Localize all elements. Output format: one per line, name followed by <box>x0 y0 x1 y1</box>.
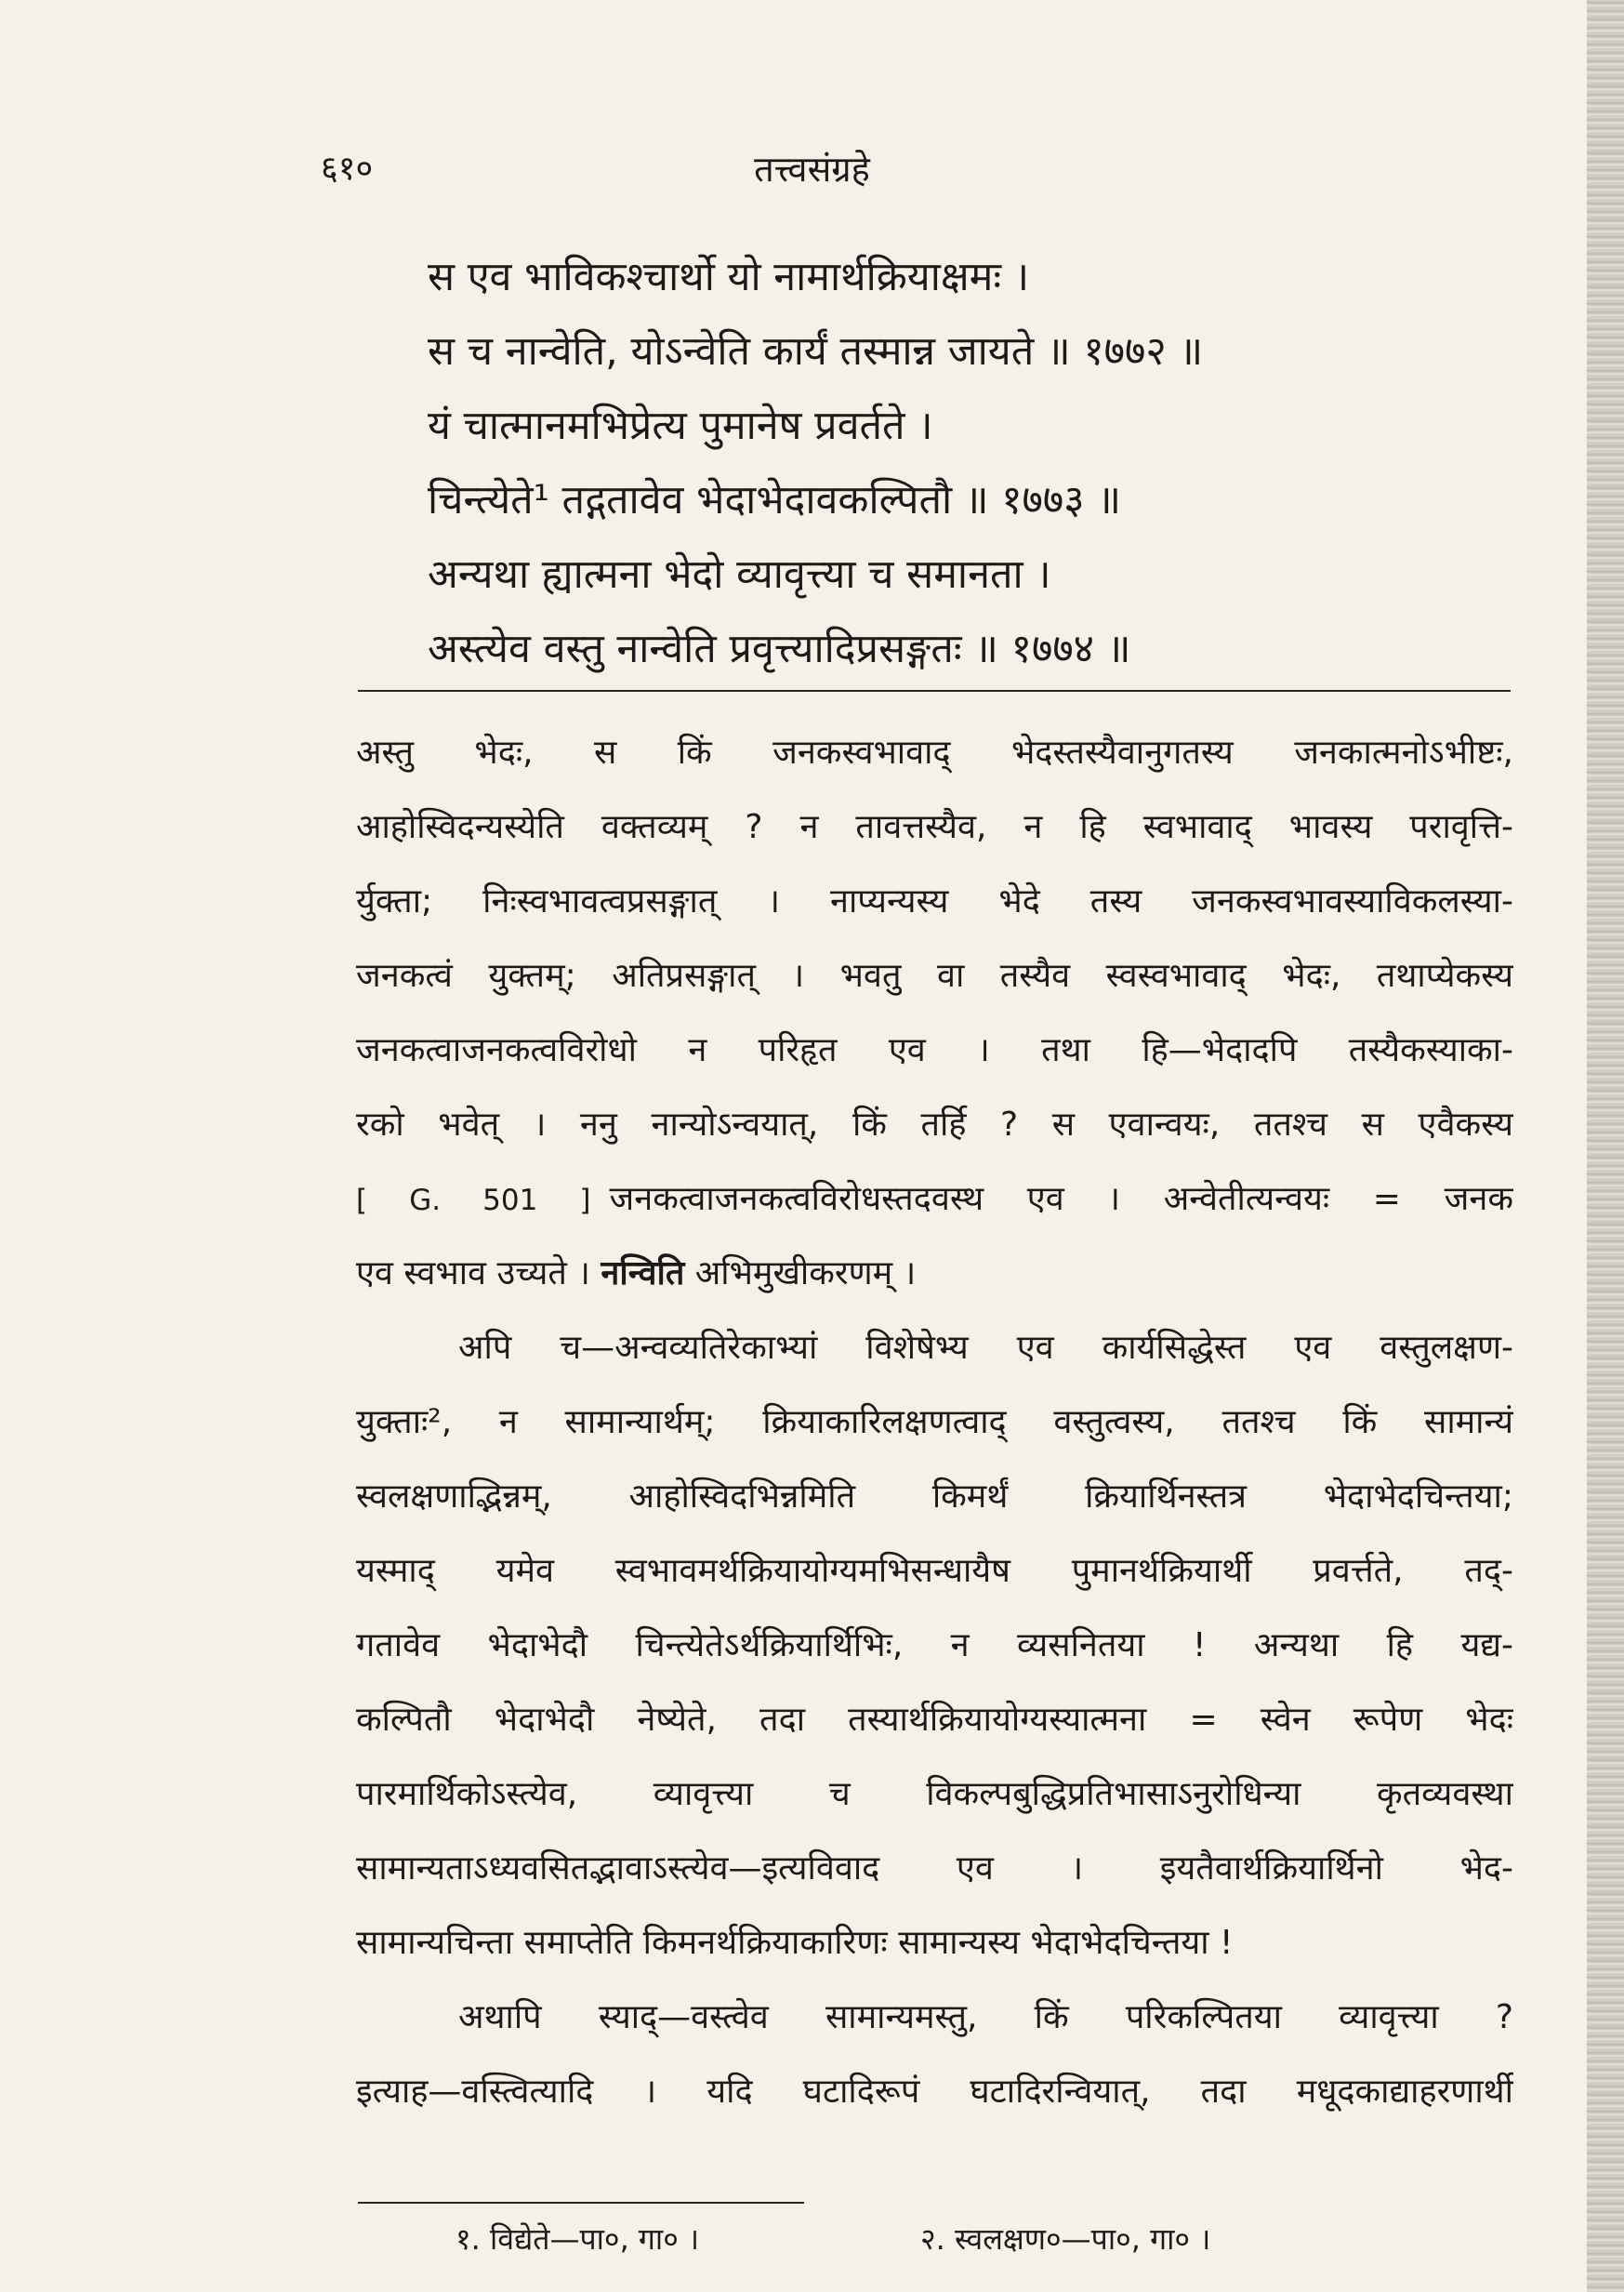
footnote: २. स्वलक्षण०—पा०, गा० । <box>920 2221 1211 2257</box>
commentary-line <box>356 1162 1513 1237</box>
commentary-line: स्वलक्षणाद्भिन्नम्, आहोस्विदभिन्नमिति किमर्थं क्रियार्थिनस्तत्र भेदाभेदचिन्तया; <box>356 1477 1513 1516</box>
verse-line: स एव भाविकश्चार्थो यो नामार्थक्रियाक्षमः । <box>428 254 1030 300</box>
footnote: १. विद्येते—पा०, गा० । <box>456 2221 700 2257</box>
commentary-line: र्युक्ता; निःस्वभावत्वप्रसङ्गात् । नाप्यन्यस्य भेदे तस्य जनकस्वभावस्याविकलस्या- <box>356 882 1513 921</box>
edition-page-marker: [ G. 501 ] <box>356 1184 591 1217</box>
commentary-line: गतावेव भेदाभेदौ चिन्त्येतेऽर्थक्रियार्थिभिः, न व्यसनितया ! अन्यथा हि यद्य- <box>356 1626 1513 1664</box>
running-title: तत्त्वसंग्रहे <box>754 149 870 190</box>
commentary-line: यस्माद् यमेव स्वभावमर्थक्रियायोग्यमभिसन्धायैष पुमानर्थक्रियार्थी प्रवर्त्तते, तद्- <box>356 1552 1513 1590</box>
commentary-line: कल्पितौ भेदाभेदौ नेष्येते, तदा तस्यार्थक्रियायोग्यस्यात्मना = स्वेन रूपेण भेदः <box>356 1701 1513 1739</box>
pratika-term: नन्विति <box>601 1254 685 1292</box>
commentary-line: जनकत्वं युक्तम्; अतिप्रसङ्गात् । भवतु वा तस्यैव स्वस्वभावाद् भेदः, तथाप्येकस्य <box>356 957 1513 995</box>
verse-line: स च नान्वेति, योऽन्वेति कार्यं तस्मान्न जायते ॥ १७७२ ॥ <box>428 328 1204 375</box>
commentary-line: अपि च—अन्वव्यतिरेकाभ्यां विशेषेभ्य एव कार्यसिद्धेस्त एव वस्तुलक्षण- <box>458 1329 1513 1367</box>
verse-block <box>428 240 1497 686</box>
scan-edge <box>1587 0 1624 2292</box>
verse-line: अन्यथा ह्यात्मना भेदो व्यावृत्त्या च समानता । <box>428 551 1051 598</box>
footnotes <box>0 2211 1624 2267</box>
commentary-line: युक्ताः², न सामान्यार्थम्; क्रियाकारिलक्षणत्वाद् वस्तुत्वस्य, ततश्च किं सामान्यं <box>356 1403 1513 1441</box>
commentary-text: जनकत्वाजनकत्वविरोधस्तदवस्थ एव । अन्वेतीत्यन्वयः = जनक <box>609 1180 1513 1218</box>
commentary-line <box>356 1237 1513 1311</box>
page-header <box>0 144 1624 209</box>
commentary-line: पारमार्थिकोऽस्त्येव, व्यावृत्त्या च विकल्पबुद्धिप्रतिभासाऽनुरोधिन्या कृतव्यवस्था <box>356 1775 1513 1813</box>
verse-line: चिन्त्येते¹ तद्गतावेव भेदाभेदावकल्पितौ ॥ १७७३ ॥ <box>428 477 1122 523</box>
commentary-line: इत्याह—वस्त्वित्यादि । यदि घटादिरूपं घटादिरन्वियात्, तदा मधूदकाद्याहरणार्थी <box>356 2073 1513 2111</box>
footnote-divider <box>358 2202 804 2204</box>
commentary-line: अथापि स्याद्—वस्त्वेव सामान्यमस्तु, किं परिकल्पितया व्यावृत्त्या ? <box>458 1998 1513 2036</box>
commentary-line: रको भवेत् । ननु नान्योऽन्वयात्, किं तर्हि ? स एवान्वयः, ततश्च स एवैकस्य <box>356 1106 1513 1144</box>
commentary-line: सामान्यचिन्ता समाप्तेति किमनर्थक्रियाकारिणः सामान्यस्य भेदाभेदचिन्तया ! <box>356 1924 1234 1962</box>
verse-divider <box>358 690 1511 692</box>
commentary-text: एव स्वभाव उच्यते । <box>356 1254 590 1292</box>
verse-line: अस्त्येव वस्तु नान्वेति प्रवृत्त्यादिप्रसङ्गतः ॥ १७७४ ॥ <box>428 626 1131 672</box>
commentary-block <box>356 716 1513 2129</box>
commentary-line: जनकत्वाजनकत्वविरोधो न परिहृत एव । तथा हि—भेदादपि तस्यैकस्याका- <box>356 1031 1513 1069</box>
commentary-line: सामान्यताऽध्यवसितद्भावाऽस्त्येव—इत्यविवाद एव । इयतैवार्थक्रियार्थिनो भेद- <box>356 1849 1513 1888</box>
page-number: ६१० <box>321 150 374 188</box>
commentary-line: आहोस्विदन्यस्येति वक्तव्यम् ? न तावत्तस्यैव, न हि स्वभावाद् भावस्य परावृत्ति- <box>356 808 1513 846</box>
commentary-line: अस्तु भेदः, स किं जनकस्वभावाद् भेदस्तस्यैवानुगतस्य जनकात्मनोऽभीष्टः, <box>356 734 1513 772</box>
verse-line: यं चात्मानमभिप्रेत्य पुमानेष प्रवर्तते । <box>428 403 933 449</box>
commentary-text: अभिमुखीकरणम् । <box>694 1254 917 1292</box>
